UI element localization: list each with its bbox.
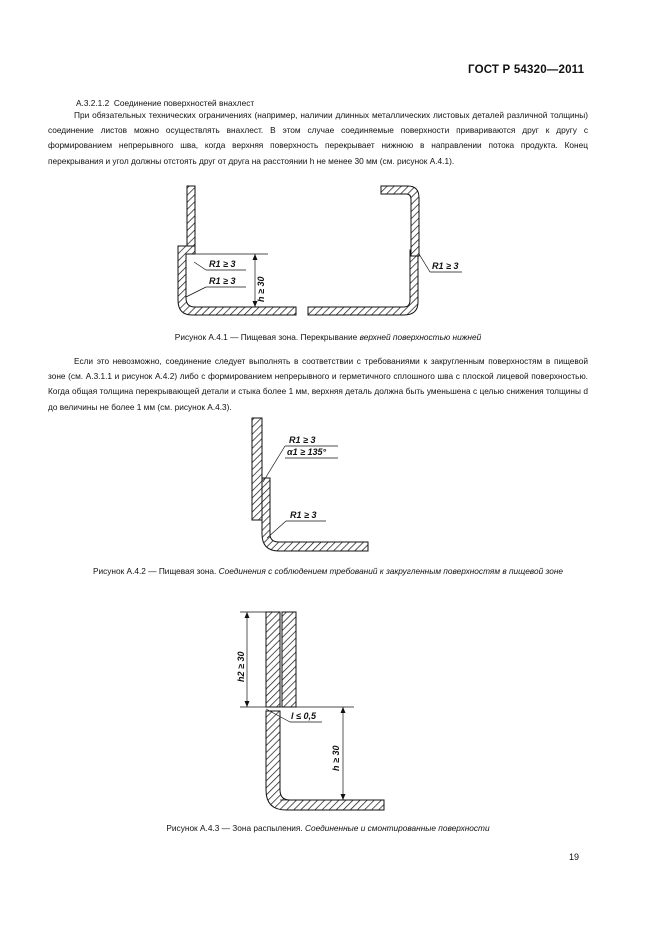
fig1-h-label: h ≥ 30: [256, 276, 266, 302]
fig1-r1-label-b: R1 ≥ 3: [209, 276, 236, 286]
figure-a43-caption-italic: Соединенные и смонтированные поверхности: [305, 823, 490, 833]
fig1-r1-label-c: R1 ≥ 3: [432, 261, 459, 271]
document-standard-header: ГОСТ Р 54320—2011: [468, 64, 585, 76]
figure-a43-number: Рисунок А.4.3 —: [166, 823, 230, 833]
figure-a42-caption-italic: Соединения с соблюдением требований к закругленным поверхностям в пищевой зоне: [218, 566, 564, 576]
figure-a43-caption-plain: Зона распыления.: [232, 823, 303, 833]
fig3-h2-label: h2 ≥ 30: [236, 651, 246, 682]
fig2-alpha-label: α1 ≥ 135°: [287, 447, 327, 457]
section-number: А.3.2.1.2: [76, 98, 110, 108]
figure-a42-number: Рисунок А.4.2 —: [92, 566, 157, 576]
fig2-r1-label-a: R1 ≥ 3: [289, 435, 316, 445]
page-number: 19: [569, 852, 580, 862]
fig3-lower-sheet: [266, 711, 384, 810]
figure-a41-number: Рисунок А.4.1 —: [174, 332, 239, 342]
fig3-l-label: l ≤ 0,5: [291, 711, 316, 721]
paragraph-2-text: Если это невозможно, соединение следует выполнять в соответствии с требованиями к закругленным поверхностям в пищевой зоне (см. А.3.1.1 и рисунок А.4.2) либо с формированием непрерывного и герметичного сплошного шва с плоской лицевой поверхностью. Когда общая толщина перекрывающей детали и стыка более 1 мм, верхняя деталь должна быть уменьшена с целью снижения толщины d до величины не более 1 мм (см. рисунок А.4.3).: [48, 356, 588, 412]
fig3-h-label: h ≥ 30: [331, 745, 341, 771]
fig1-r1-label-a: R1 ≥ 3: [209, 259, 236, 269]
figure-a43-caption: [48, 823, 608, 833]
figure-a41-caption-italic: верхней поверхностью нижней: [359, 332, 482, 342]
figure-a41-caption-plain: Пищевая зона. Перекрывание: [240, 332, 358, 342]
paragraph-1-text: При обязательных технических ограничениях (например, наличии длинных металлических листовых деталей различной толщины) соединение листов можно осуществлять внахлест. В этом случае соединяемые поверхности привариваются друг к другу с формированием непрерывного шва, когда верхняя поверхность перекрывает нижнюю в направлении потока продукта. Конец перекрывания и угол должны отстоять друг от друга на расстоянии h не менее 30 мм (см. рисунок А.4.1).: [48, 110, 588, 166]
fig2-r1-label-b: R1 ≥ 3: [290, 510, 317, 520]
figure-a42-caption-plain: Пищевая зона.: [158, 566, 217, 576]
section-title: Соединение поверхностей внахлест: [113, 98, 255, 108]
fig3-right-upper-sheet: [282, 612, 296, 707]
fig3-left-upper-sheet: [266, 612, 280, 707]
